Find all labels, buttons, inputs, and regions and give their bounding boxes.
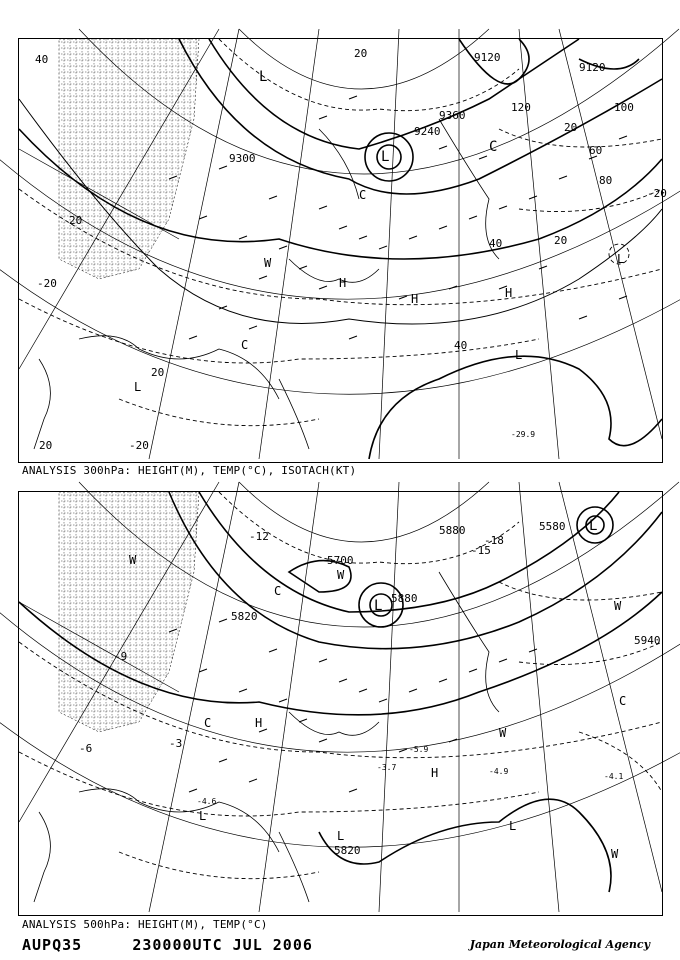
label-10: C	[241, 338, 249, 352]
label-1: 20	[354, 47, 368, 60]
label-25: -9	[114, 650, 128, 663]
label-3: 5880	[391, 592, 418, 605]
label-30: -4.6	[197, 797, 217, 806]
chart-500hpa-map	[19, 492, 662, 915]
upper-air-chart-300hpa	[18, 38, 667, 463]
label-23: 120	[511, 101, 531, 114]
label-21: L	[199, 809, 207, 823]
label-29: -20	[129, 439, 149, 452]
label-19: 40	[489, 237, 503, 250]
label-7: L	[259, 69, 268, 85]
label-10: W	[129, 553, 137, 567]
label-5: 5940	[634, 634, 661, 647]
label-26: -6	[79, 742, 93, 755]
terrain-hatch-500	[59, 492, 199, 732]
label-7: C	[274, 584, 282, 598]
label-9: C	[619, 694, 627, 708]
label-21: 80	[599, 174, 613, 187]
label-extra-20: 20	[69, 214, 83, 227]
wind-barbs-500	[169, 619, 537, 792]
upper-air-chart-500hpa	[18, 491, 663, 916]
label-14: W	[611, 847, 619, 861]
label-16: H	[255, 716, 263, 730]
label-20: 60	[589, 144, 603, 157]
chart-code	[22, 936, 313, 954]
terrain-hatch	[59, 39, 199, 279]
label-30: 20	[39, 439, 53, 452]
label-32: L	[617, 252, 625, 266]
label-11: W	[264, 256, 272, 270]
label-14: H	[505, 286, 513, 300]
label-4: 5880	[439, 524, 466, 537]
label-15: L	[515, 348, 523, 362]
wind-barbs	[169, 96, 627, 339]
label-17: L	[134, 380, 142, 394]
label-22: -12	[249, 530, 269, 543]
label-6: 5820	[334, 844, 361, 857]
label-1: 5700	[327, 554, 354, 567]
label-18: 20	[151, 366, 165, 379]
label-6: 9360	[439, 109, 466, 122]
label-11: W	[337, 568, 345, 582]
label-17: L	[374, 598, 383, 614]
label-4: 9240	[414, 125, 441, 138]
label-25: 20	[564, 121, 578, 134]
label-3: 9120	[579, 61, 606, 74]
label-0: 5580	[539, 520, 566, 533]
label-23: -15	[471, 544, 491, 557]
label-27: -3	[169, 737, 183, 750]
label-2: 5820	[231, 610, 258, 623]
caption-500hpa: ANALYSIS 500hPa: HEIGHT(M), TEMP(°C)	[22, 918, 268, 931]
label-24: -18	[484, 534, 504, 547]
label-9: C	[489, 139, 498, 155]
label-12: W	[499, 726, 507, 740]
label-13: W	[614, 599, 622, 613]
label-2: 9120	[474, 51, 501, 64]
label-29: -4.1	[604, 772, 624, 781]
label-16: C	[359, 188, 367, 202]
chart-300hpa-map	[19, 39, 667, 462]
label-12: H	[339, 276, 347, 290]
label-28: -20	[37, 277, 57, 290]
chart-id: AUPQ35	[22, 936, 83, 954]
label-20: L	[509, 819, 517, 833]
label-18: L	[589, 518, 598, 534]
label-24: -20	[647, 187, 667, 200]
label-28: -4.9	[489, 767, 509, 776]
label-27: 20	[554, 234, 568, 247]
label-31: -29.9	[511, 430, 536, 439]
label-32: -5.9	[409, 745, 429, 754]
chart-time: 230000UTC JUL 2006	[132, 936, 313, 954]
label-31: -3.7	[377, 763, 397, 772]
caption-300hpa: ANALYSIS 300hPa: HEIGHT(M), TEMP(°C), ISOTACH(KT)	[22, 464, 357, 477]
label-0: 40	[35, 53, 49, 66]
label-5: 9300	[229, 152, 256, 165]
label-26: 40	[454, 339, 468, 352]
label-13: H	[411, 292, 419, 306]
label-22: 100	[614, 101, 634, 114]
label-19: L	[337, 829, 345, 843]
label-8: L	[381, 149, 390, 165]
label-15: H	[431, 766, 439, 780]
agency-name: Japan Meteorological Agency	[469, 938, 650, 951]
label-8: C	[204, 716, 212, 730]
